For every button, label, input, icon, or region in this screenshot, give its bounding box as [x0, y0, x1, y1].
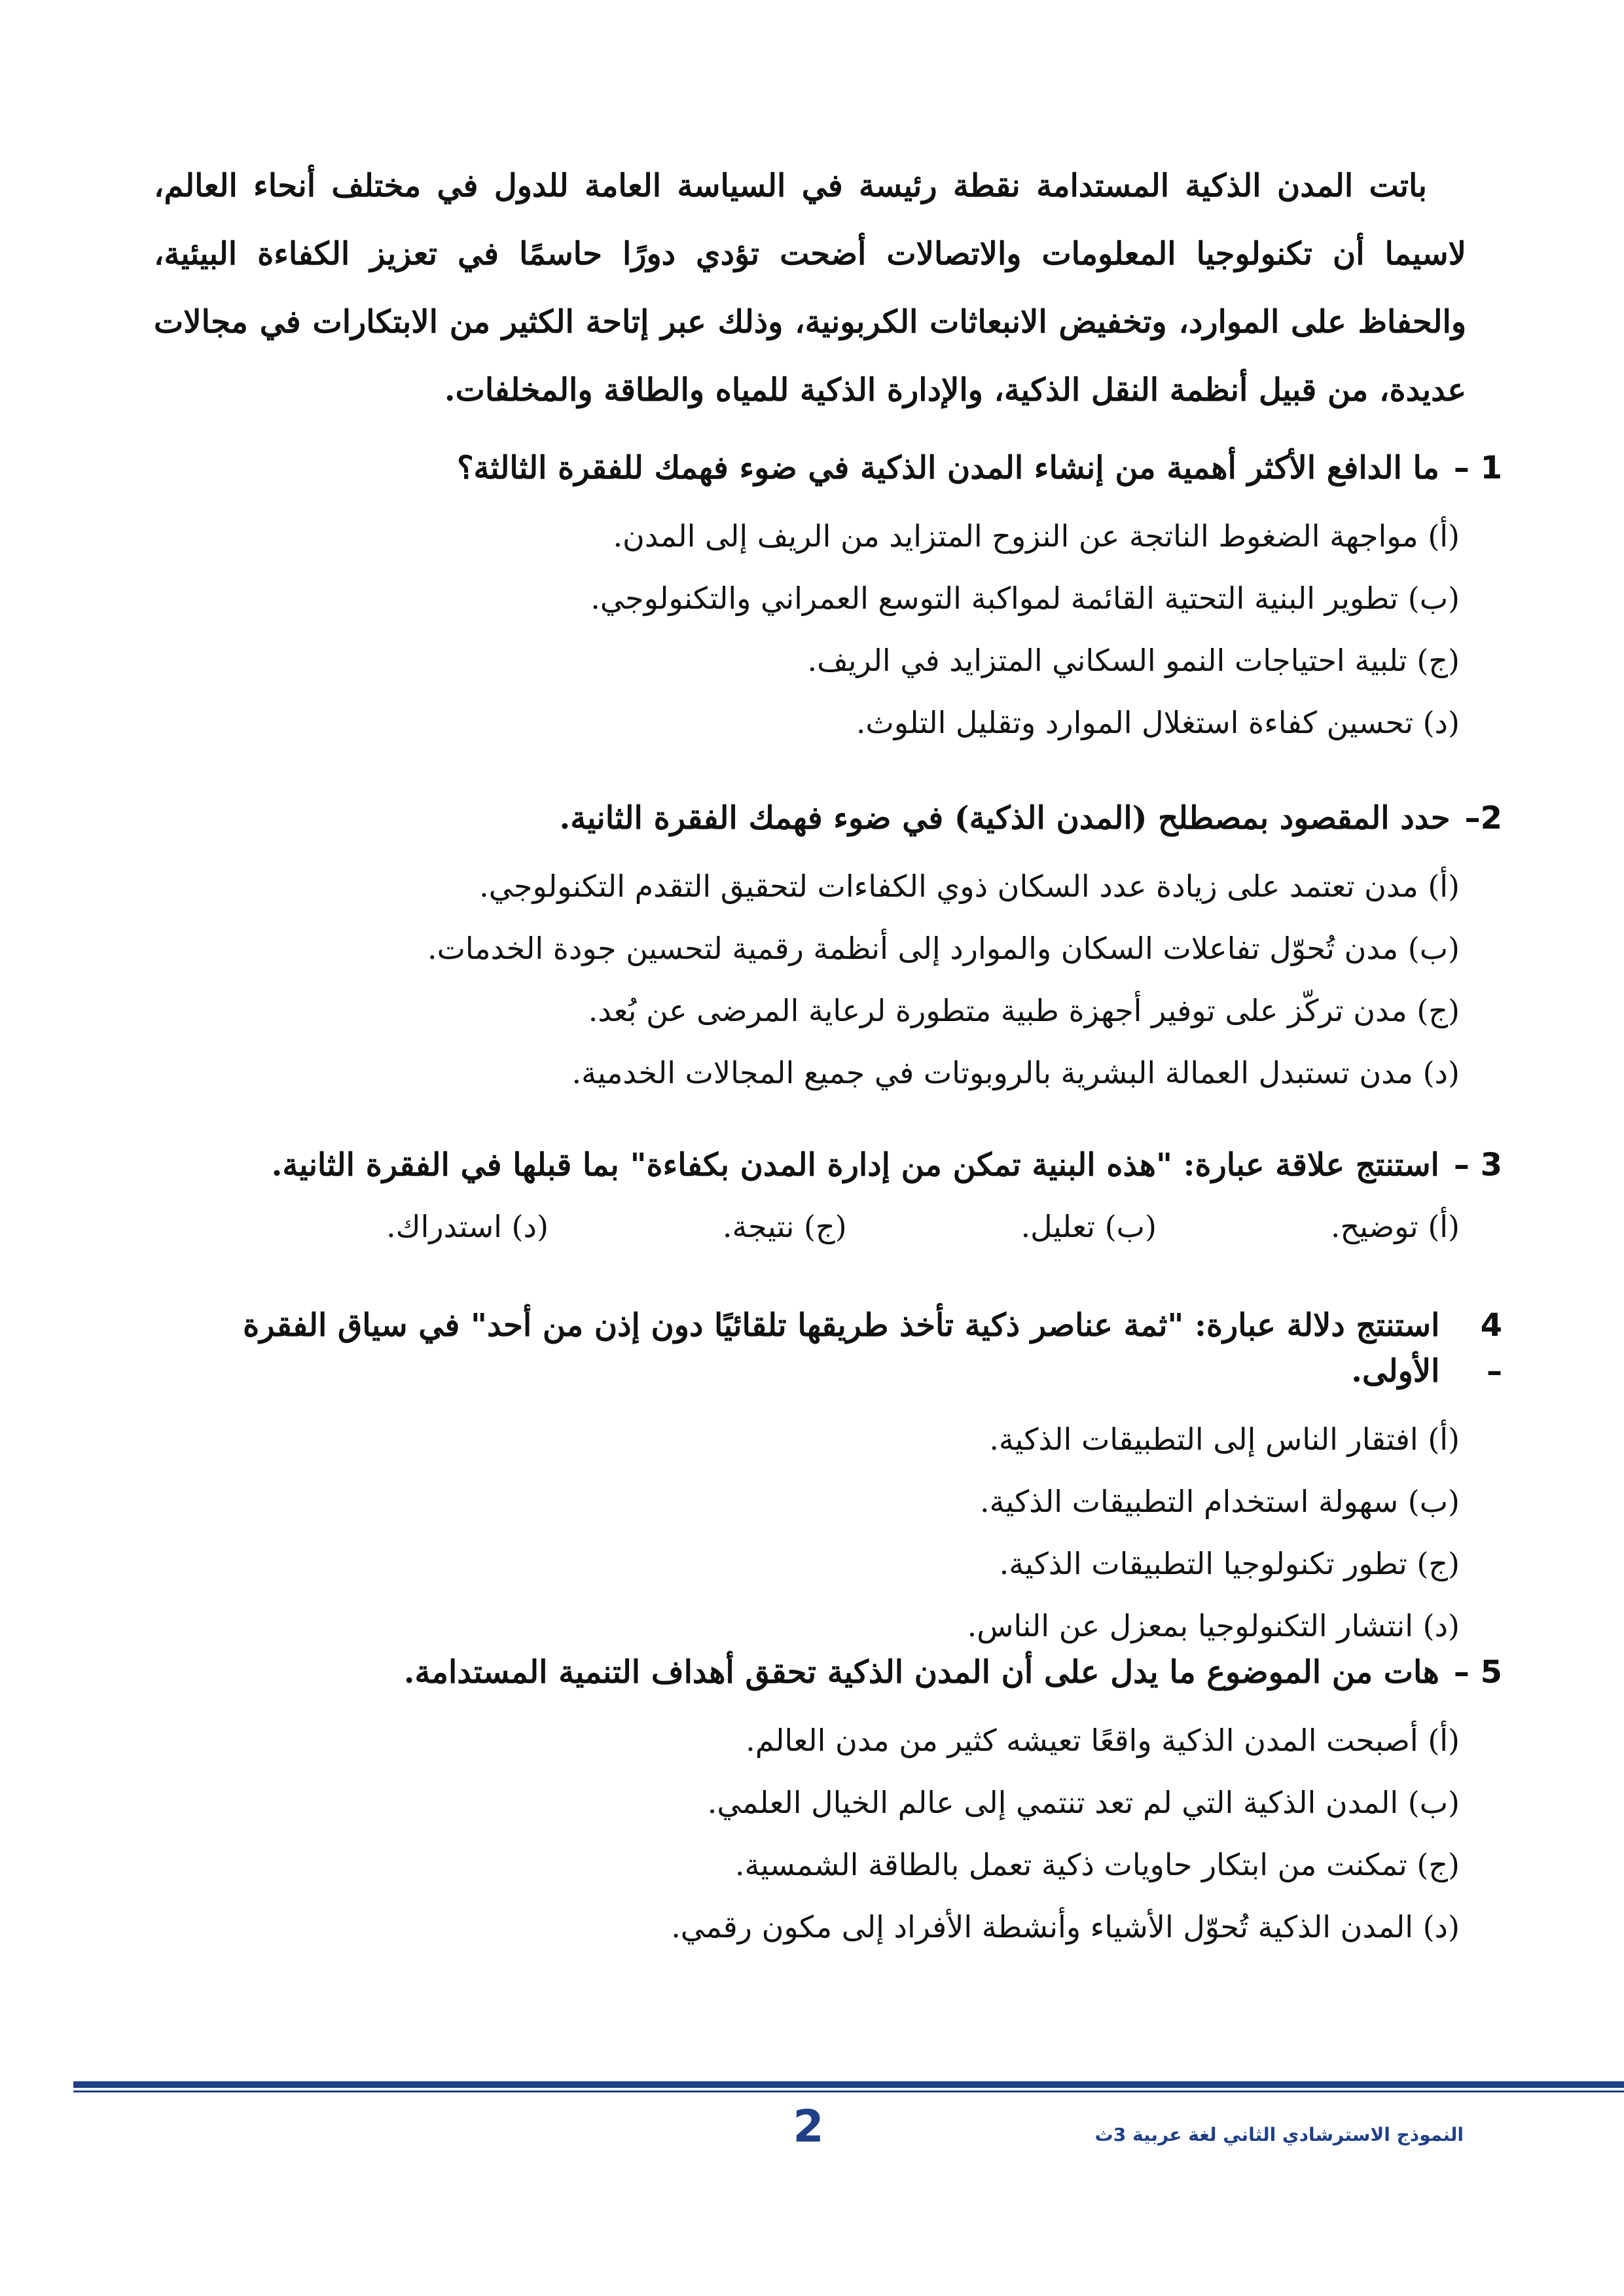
question-2-option-d[interactable]: (د) مدن تستبدل العمالة البشرية بالروبوتات في جميع المجالات الخدمية. — [571, 1055, 1460, 1090]
question-5 — [154, 1649, 1502, 1958]
question-4-option-d[interactable]: (د) انتشار التكنولوجيا بمعزل عن الناس. — [967, 1608, 1460, 1643]
question-1-option-c[interactable]: (ج) تلبية احتياجات النمو السكاني المتزايد في الريف. — [807, 643, 1460, 678]
question-4-number: 4 – — [1480, 1307, 1502, 1390]
question-3-options — [386, 1196, 1460, 1258]
question-4 — [154, 1302, 1502, 1657]
question-3-option-d[interactable]: (د) استدراك. — [386, 1209, 549, 1244]
question-1-text: ما الدافع الأكثر أهمية من إنشاء المدن الذكية في ضوء فهمك للفقرة الثالثة؟ — [457, 450, 1439, 486]
footer-divider — [73, 2081, 1624, 2088]
question-1-option-d[interactable]: (د) تحسين كفاءة استغلال الموارد وتقليل التلوث. — [856, 705, 1460, 740]
question-1-number: 1 – — [1453, 450, 1502, 486]
footer-exam-title: النموذج الاسترشادي الثاني لغة عربية 3ث — [1094, 2124, 1464, 2145]
question-2-option-c[interactable]: (ج) مدن تركّز على توفير أجهزة طبية متطورة لرعاية المرضى عن بُعد. — [588, 993, 1460, 1028]
question-3 — [154, 1142, 1502, 1258]
question-4-option-c[interactable]: (ج) تطور تكنولوجيا التطبيقات الذكية. — [999, 1546, 1460, 1581]
question-2-option-b[interactable]: (ب) مدن تُحوّل تفاعلات السكان والموارد إلى أنظمة رقمية لتحسين جودة الخدمات. — [427, 931, 1460, 966]
question-2-header — [154, 795, 1502, 841]
question-1-option-b[interactable]: (ب) تطوير البنية التحتية القائمة لمواكبة التوسع العمراني والتكنولوجي. — [590, 581, 1460, 616]
question-2-text: حدد المقصود بمصطلح (المدن الذكية) في ضوء فهمك الفقرة الثانية. — [559, 800, 1451, 836]
question-5-text: هات من الموضوع ما يدل على أن المدن الذكية تحقق أهداف التنمية المستدامة. — [403, 1654, 1439, 1691]
question-5-option-c[interactable]: (ج) تمكنت من ابتكار حاويات ذكية تعمل بالطاقة الشمسية. — [734, 1847, 1460, 1882]
question-5-header — [154, 1649, 1502, 1695]
question-5-option-a[interactable]: (أ) أصبحت المدن الذكية واقعًا تعيشه كثير من مدن العالم. — [746, 1723, 1460, 1758]
question-2 — [154, 795, 1502, 1104]
question-3-option-b[interactable]: (ب) تعليل. — [1020, 1209, 1157, 1244]
question-1 — [154, 445, 1502, 754]
question-3-option-c[interactable]: (ج) نتيجة. — [722, 1209, 847, 1244]
question-1-header — [154, 445, 1502, 491]
page-number: 2 — [793, 2101, 824, 2153]
question-5-option-b[interactable]: (ب) المدن الذكية التي لم تعد تنتمي إلى عالم الخيال العلمي. — [707, 1785, 1460, 1820]
question-2-option-a[interactable]: (أ) مدن تعتمد على زيادة عدد السكان ذوي الكفاءات لتحقيق التقدم التكنولوجي. — [479, 869, 1460, 904]
question-2-options — [154, 855, 1460, 1104]
question-5-number: 5 – — [1453, 1654, 1502, 1691]
question-3-text: استنتج علاقة عبارة: "هذه البنية تمكن من إدارة المدن بكفاءة" بما قبلها في الفقرة الثانية. — [271, 1147, 1439, 1183]
question-4-option-a[interactable]: (أ) افتقار الناس إلى التطبيقات الذكية. — [989, 1422, 1460, 1457]
question-1-option-a[interactable]: (أ) مواجهة الضغوط الناتجة عن النزوح المتزايد من الريف إلى المدن. — [613, 518, 1460, 554]
footer-divider-thin — [73, 2090, 1624, 2092]
intro-paragraph: باتت المدن الذكية المستدامة نقطة رئيسة في السياسة العامة للدول في مختلف أنحاء العالم، لاسيما أن تكنولوجيا المعلومات والاتصالات أضحت تؤدي دورًا حاسمًا في تعزيز الكفاءة البيئية، والحفاظ على الموارد، وتخفيض الانبعاثات الكربونية، وذلك عبر إتاحة الكثير من الابتكارات في مجالات عديدة، من قبيل أنظمة النقل الذكية، والإدارة الذكية للمياه والطاقة والمخلفات. — [154, 168, 1466, 408]
question-4-option-b[interactable]: (ب) سهولة استخدام التطبيقات الذكية. — [980, 1484, 1460, 1519]
question-1-options — [154, 505, 1460, 754]
question-3-option-a[interactable]: (أ) توضيح. — [1330, 1209, 1460, 1244]
question-4-text: استنتج دلالة عبارة: "ثمة عناصر ذكية تأخذ طريقها تلقائيًا دون إذن من أحد" في سياق الفقرة الأولى. — [243, 1307, 1440, 1390]
question-2-number: 2– — [1464, 800, 1502, 836]
question-4-header — [154, 1302, 1502, 1394]
question-4-options — [154, 1408, 1460, 1657]
question-5-option-d[interactable]: (د) المدن الذكية تُحوّل الأشياء وأنشطة الأفراد إلى مكون رقمي. — [671, 1909, 1460, 1945]
question-3-header — [154, 1142, 1502, 1188]
question-3-number: 3 – — [1453, 1147, 1502, 1183]
question-5-options — [154, 1710, 1460, 1958]
